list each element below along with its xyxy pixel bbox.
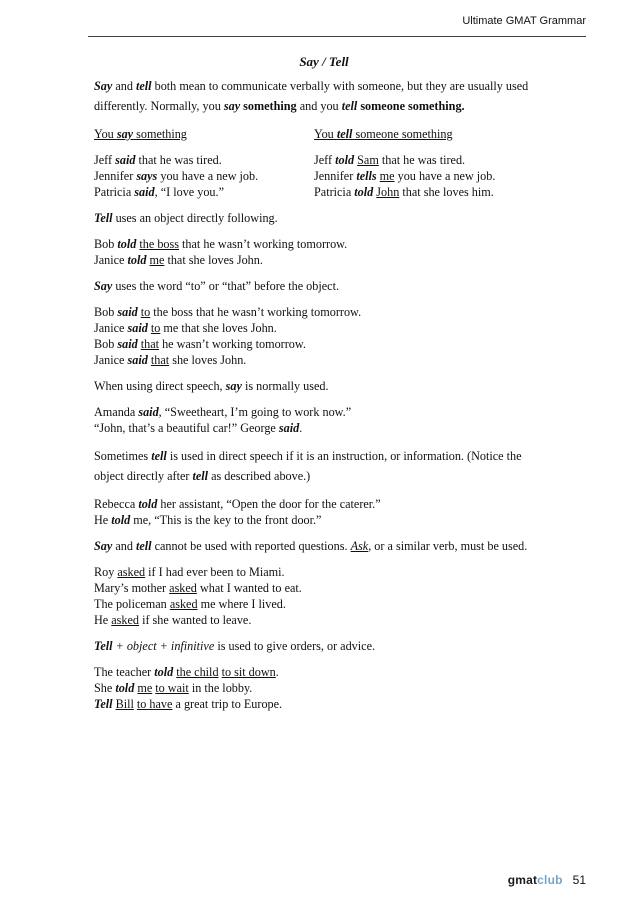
say-column-header: You say something <box>94 127 187 141</box>
example-line: Patricia told John that she loves him. <box>314 185 494 199</box>
direct-speech-examples: Amanda said, “Sweetheart, I’m going to work now.” “John, that’s a beautiful car!” George said. <box>94 405 352 435</box>
running-header: Ultimate GMAT Grammar <box>462 15 586 27</box>
say-column <box>94 126 314 200</box>
direct-speech-rule: When using direct speech, say is normally used. <box>94 379 329 393</box>
header-rule <box>88 36 586 37</box>
page-content <box>94 54 554 722</box>
example-line: Patricia said, “I love you.” <box>94 185 224 199</box>
say-examples: Bob said to the boss that he wasn’t working tomorrow. Janice said to me that she loves John. Bob said that he wasn’t working tomorrow. Janice said that she loves John. <box>94 305 362 367</box>
reported-question-rule: Say and tell cannot be used with reported questions. Ask, or a similar verb, must be used. <box>94 539 528 553</box>
instruction-rule: Sometimes tell is used in direct speech if it is an instruction, or information. (Notice the object directly after tell as described above.) <box>94 449 522 483</box>
gmatclub-logo: gmatclub <box>507 873 563 887</box>
say-tell-comparison <box>94 126 554 200</box>
example-line: Jennifer says you have a new job. <box>94 169 259 183</box>
infinitive-examples: The teacher told the child to sit down. She told me to wait in the lobby. Tell Bill to have a great trip to Europe. <box>94 665 283 711</box>
tell-rule: Tell uses an object directly following. <box>94 211 278 225</box>
say-rule: Say uses the word “to” or “that” before the object. <box>94 279 340 293</box>
tell-column-header: You tell someone something <box>314 127 453 141</box>
example-line: Jeff said that he was tired. <box>94 153 222 167</box>
instruction-examples: Rebecca told her assistant, “Open the door for the caterer.” He told me, “This is the key to the front door.” <box>94 497 381 527</box>
tell-examples: Bob told the boss that he wasn’t working tomorrow. Janice told me that she loves John. <box>94 237 348 267</box>
example-line: Jennifer tells me you have a new job. <box>314 169 496 183</box>
example-line: Jeff told Sam that he was tired. <box>314 153 466 167</box>
infinitive-rule: Tell + object + infinitive is used to give orders, or advice. <box>94 639 376 653</box>
page-footer <box>508 873 586 887</box>
page-title: Say / Tell <box>299 54 349 69</box>
asked-examples: Roy asked if I had ever been to Miami. Mary’s mother asked what I wanted to eat. The policeman asked me where I lived. He asked if she wanted to leave. <box>94 565 302 627</box>
page-number: 51 <box>572 873 586 887</box>
intro-paragraph: Say and tell both mean to communicate verbally with someone, but they are usually used differently. Normally, you say something and you tell someone something. <box>94 79 529 113</box>
tell-column <box>314 126 554 200</box>
